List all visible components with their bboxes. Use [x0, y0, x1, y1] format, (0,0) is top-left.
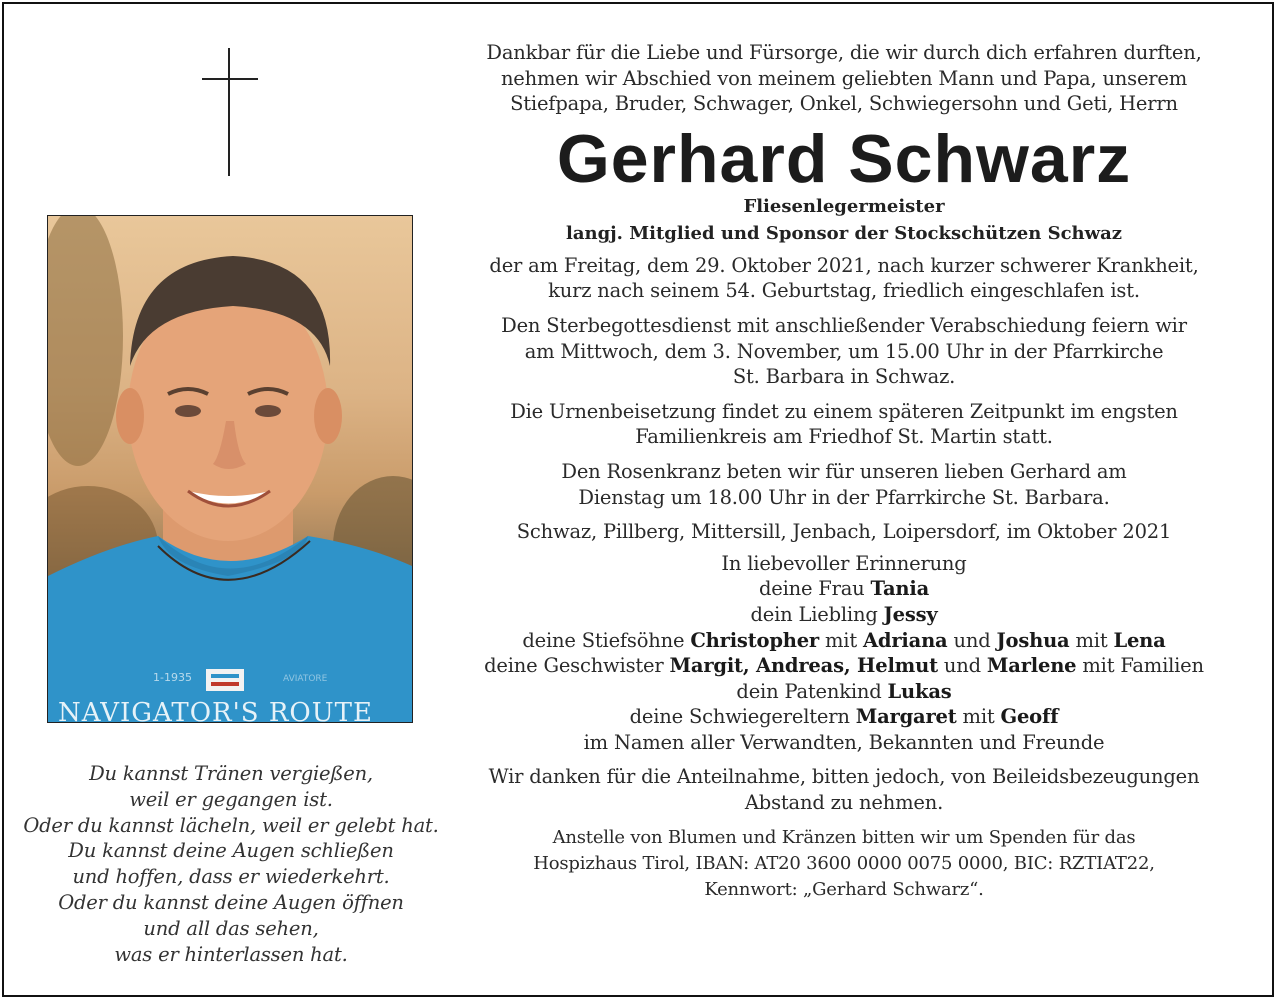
announcement-text	[444, 40, 1244, 903]
rosary-paragraph: Den Rosenkranz beten wir für unseren lieben Gerhard am Dienstag um 18.00 Uhr in der Pfarrkirche St. Barbara.	[561, 459, 1127, 509]
service-paragraph: Den Sterbegottesdienst mit anschließender Verabschiedung feiern wir am Mittwoch, dem 3. November, um 15.00 Uhr in der Pfarrkirche St. Barbara in Schwaz.	[501, 313, 1187, 389]
poem-line: was er hinterlassen hat.	[114, 942, 348, 966]
mourner-siblings: deine Geschwister Margit, Andreas, Helmut und Marlene mit Familien	[484, 654, 1204, 678]
mourner-godchild: dein Patenkind Lukas	[736, 679, 952, 703]
poem-line: weil er gegangen ist.	[129, 787, 333, 811]
poem	[14, 761, 448, 967]
shirt-print-top: 1-1935	[153, 671, 192, 684]
mourners-list: In liebevoller Erinnerung deine Frau Tania dein Liebling Jessy deine Stiefsöhne Christopher mit Adriana und Joshua mit Lena deine Geschwister Margit, Andreas, Helmut und Marlene mit Familien dein Patenkind Lukas deine Schwiegereltern Margaret mit Geoff im Namen aller Verwandten, Bekannten und Freunde	[444, 551, 1244, 756]
mourner-inlaws: deine Schwiegereltern Margaret mit Geoff	[629, 705, 1059, 729]
poem-line: und all das sehen,	[143, 916, 319, 940]
profession: Fliesenlegermeister	[743, 195, 945, 217]
urn-paragraph: Die Urnenbeisetzung findet zu einem späteren Zeitpunkt im engsten Familienkreis am Friedhof St. Martin statt.	[510, 399, 1178, 449]
membership: langj. Mitglied und Sponsor der Stockschützen Schwaz	[565, 222, 1123, 244]
thanks-paragraph: Wir danken für die Anteilnahme, bitten jedoch, von Beileidsbezeugungen Abstand zu nehmen.	[488, 765, 1200, 815]
cross-icon	[202, 48, 258, 176]
shirt-text: NAVIGATOR'S ROUTE	[58, 698, 373, 722]
poem-line: Du kannst Tränen vergießen,	[89, 762, 373, 785]
shirt-print-side: AVIATORE	[283, 674, 328, 684]
poem-line: Oder du kannst deine Augen öffnen	[58, 890, 404, 914]
portrait-photo	[47, 215, 413, 723]
poem-line: Oder du kannst lächeln, weil er gelebt hat.	[23, 813, 439, 837]
obituary-card	[2, 2, 1274, 997]
places-date: Schwaz, Pillberg, Mittersill, Jenbach, Loipersdorf, im Oktober 2021	[516, 520, 1172, 544]
mourner-stepsons: deine Stiefsöhne Christopher mit Adriana und Joshua mit Lena	[522, 628, 1166, 652]
deceased-name: Gerhard Schwarz	[556, 120, 1132, 197]
mourner-darling: dein Liebling Jessy	[750, 602, 938, 626]
poem-line: und hoffen, dass er wiederkehrt.	[72, 865, 390, 889]
mourner-wife: deine Frau Tania	[758, 577, 930, 601]
death-paragraph: der am Freitag, dem 29. Oktober 2021, nach kurzer schwerer Krankheit, kurz nach seinem 54. Geburtstag, friedlich eingeschlafen ist.	[489, 253, 1199, 303]
donation-paragraph: Anstelle von Blumen und Kränzen bitten wir um Spenden für das Hospizhaus Tirol, IBAN: AT20 3600 0000 0075 0000, BIC: RZTIAT22, Kennwort: „Gerhard Schwarz“.	[533, 826, 1155, 900]
intro-paragraph: Dankbar für die Liebe und Fürsorge, die wir durch dich erfahren durften, nehmen wir Abschied von meinem geliebten Mann und Papa, unserem Stiefpapa, Bruder, Schwager, Onkel, Schwiegersohn und Geti, Herrn	[486, 41, 1202, 116]
poem-line: Du kannst deine Augen schließen	[68, 839, 394, 863]
